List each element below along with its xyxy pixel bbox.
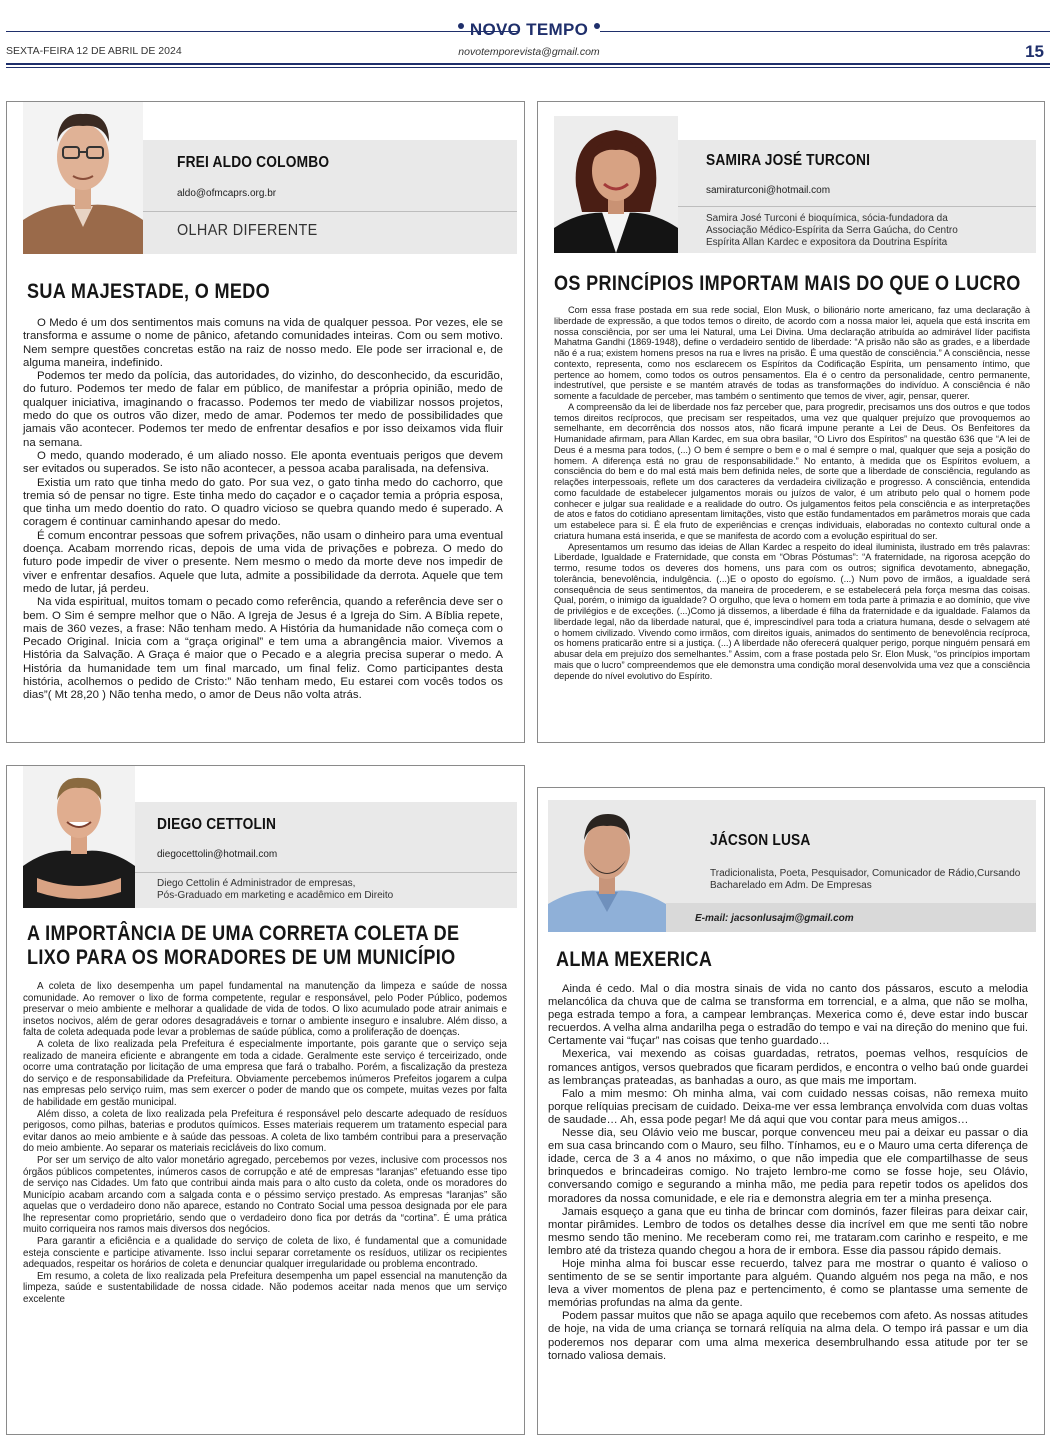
paragraph: Com essa frase postada em sua rede social, Elon Musk, o bilionário norte americano, faz uma declaração à liberdade de expressão, a que todos temos o direito, de acordo com a nossa maior lei, aquela que está inscrita em nossa consciência, por ser uma lei Natural, uma Lei Divina. Uma declaração atribuída ao admirável líder pacifista Mahatma Gandhi (1869-1948), define o verdadeiro sentido de liberdade: “A prisão não são as grades, e a liberdade não é a rua; existem homens presos na rua e livres na prisão. É uma questão de consciência.” A consciência, nesse contexto, representa, como nos esclarecem os Espíritos da Codificação Espírita, um pensamento íntimo, que pertence ao homem, como todos os outros pensamentos. Ela é o centro da personalidade, centro permanente, indestrutível, que persiste e se mantém através de todas as transformações do indivíduo. A consciência é não somente a faculdade de perceber, mas também o sentimento que temos de viver, agir, pensar, querer. — [554, 305, 1030, 401]
bio-line: Pós-Graduado em marketing e acadêmico em Direito — [157, 890, 394, 901]
author-email[interactable]: E-mail: jacsonlusajm@gmail.com — [695, 913, 854, 924]
masthead-bottom-rule — [6, 63, 1050, 65]
header-divider — [678, 206, 1036, 207]
author-photo-samira — [554, 116, 678, 253]
paragraph: Podemos ter medo da polícia, das autoridades, do vizinho, do desconhecido, da escuridão, do futuro. Podemos ter medo de falar em público, de manifestar a própria opinião, medo de qualquer iniciativa, imaginando o fracasso. Podemos ter medo de viabilizar nossos projetos, medo do que os outros vão dizer, medo de amar. Podemos ter medo de possibilidades que jamais vão acontecer. Podemos ter medo de enfrentar desafios e por isso deixamos vida fluir na semana. — [23, 370, 503, 449]
author-photo-jacson — [548, 800, 666, 932]
paragraph: Ainda é cedo. Mal o dia mostra sinais de vida no canto dos pássaros, escuto a melodia melancólica da chuva que de calma se transforma em torrencial, e a alma, que não se molha, pega estrada tempo a fora, a campear lembranças. Mexerica como é, deve estar indo buscar recuerdos. A velha alma andarilha pega o estradão do tempo e vai na direção do menino que fui. Certamente vai “fuçar” nas coisas que tenho guardado… — [548, 983, 1028, 1048]
masthead-bottom-rule-thin — [6, 67, 1050, 68]
paragraph: Hoje minha alma foi buscar esse recuerdo, talvez para me mostrar o quanto é valioso o sentimento de se se sentir importante para alguém. Quando alguém nos pega na mão, e nos leva a viver momentos de plena paz e pertencimento, é como se plantasse uma semente de memórias profundas na alma da gente. — [548, 1257, 1028, 1310]
paragraph: É comum encontrar pessoas que sofrem privações, não usam o dinheiro para uma eventual doença. Acabam morrendo ricas, depois de uma vida de privações e pobreza. O medo do futuro pode impedir de viver o presente. Nem mesmo o medo da morte deve nos impedir de viver e enfrentar desafios. Aquele que luta, admite a possibilidade da derrota. Aquele que tem medo de lutar, já perdeu. — [23, 529, 503, 595]
author-bio — [157, 878, 497, 902]
article-headline: OS PRINCÍPIOS IMPORTAM MAIS DO QUE O LUCRO — [554, 272, 1021, 295]
paragraph: Jamais esqueço a gana que eu tinha de brincar com dominós, fazer fileiras para deixar cair, montar pirâmides. Lembro de todos os detalhes desse dia incrível em que me senti tão nobre mesmo sendo tão menino. Me receberam como rei, me trataram.com carinho e respeito, e me lembro até da tristeza quando chegou a hora de ir embora. Esse dia passou rápido demais. — [548, 1205, 1028, 1257]
author-email[interactable]: samiraturconi@hotmail.com — [706, 185, 831, 196]
paragraph: A coleta de lixo realizada pela Prefeitura é especialmente importante, pois garante que o serviço seja realizado de maneira eficiente e abrangente em toda a cidade. Geralmente este serviço é terceirizado, onde ocorre uma contratação por licitação de uma empresa que fará o trabalho. Porém, a fiscalização da presteza do serviço e de responsabilidade da Prefeitura. Obviamente percebemos inúmeros Prefeitos jogarem a culpa nas empresas pelo serviço ruim, mas sem exercer o poder de mando que os compete, muitas vezes por falta de habilidade em gestão municipal. — [23, 1038, 507, 1108]
article-body — [548, 983, 1028, 1363]
paragraph: Mexerica, vai mexendo as coisas guardadas, retratos, poemas velhos, resquícios de romances antigos, versos quebrados que ficaram perdidos, e encontra o velho baú onde guardei as lembranças prateadas, as banhadas a ouro, as que mais me importam. — [548, 1048, 1028, 1087]
article-headline: SUA MAJESTADE, O MEDO — [27, 280, 271, 303]
header-divider — [135, 872, 517, 873]
paragraph: Em resumo, a coleta de lixo realizada pela Prefeitura desempenha um papel essencial na manutenção da limpeza, saúde e sustentabilidade de nossa cidade. Não podemos aceitar nada menos que um serviço excelente — [23, 1270, 507, 1306]
author-email[interactable]: diegocettolin@hotmail.com — [157, 849, 278, 860]
bio-line: Tradicionalista, Poeta, Pesquisador, Comunicador de Rádio,Cursando — [710, 868, 1021, 879]
author-bio — [710, 868, 1030, 892]
column-name: OLHAR DIFERENTE — [177, 222, 318, 239]
author-name: JÁCSON LUSA — [710, 832, 811, 849]
article-body — [23, 317, 503, 703]
paragraph: Na vida espiritual, muitos tomam o pecado como referência, quando a referência deve ser o bem. O Sim é sempre melhor que o Não. A Igreja de Jesus é a Igreja do Sim. A Bíblia repete, mais de 360 vezes, a frase: Não tenham medo. A História da humanidade não começa com o Pecado Original. Inicia com a “graça original” e tem uma a abrangência maior. Vivemos a História da Salvação. A Graça é maior que o Pecado e a alegria precisa superar o medo. A História da humanidade tem um final marcado, um final feliz. Como participantes desta história, acolhemos o pedido de Cristo:” Não tenham medo, Eu estarei com vocês todos os dias”( Mt 28,20 ) Não tenha medo, o amor de Deus não volta atrás. — [23, 596, 503, 702]
page-number: 15 — [1025, 42, 1044, 61]
column-samira — [537, 101, 1045, 743]
paragraph: Além disso, a coleta de lixo realizada pela Prefeitura é responsável pelo descarte adequado de resíduos perigosos, como pilhas, baterias e produtos químicos. Esses materiais requerem um tratamento especial para evitar danos ao meio ambiente e à saúde das pessoas. A coleta de lixo também contribui para a preservação do meio ambiente. Ao separar os materiais recicláveis do lixo comum. — [23, 1108, 507, 1155]
newspaper-title: NOVO TEMPO — [469, 20, 589, 39]
column-frei-aldo — [6, 101, 525, 743]
paragraph: Para garantir a eficiência e a qualidade do serviço de coleta de lixo, é fundamental que a comunidade esteja consciente e participe ativamente. Isso inclui separar corretamente os resíduos, utilizar os recipientes adequados, respeitar os horários de coleta e denunciar qualquer irregularidade ou problema encontrado. — [23, 1236, 507, 1271]
headline-line: A IMPORTÂNCIA DE UMA CORRETA COLETA DE — [27, 922, 460, 945]
paragraph: O Medo é um dos sentimentos mais comuns na vida de qualquer pessoa. Por vezes, ele se transforma e assume o nome de pânico, afetando comunidades inteiras. Com ou sem motivo. Nem sempre questões concretas estão na raiz de nosso medo. Ele pode ser irracional e, de alguma maneira, indefinido. — [23, 317, 503, 369]
author-name: SAMIRA JOSÉ TURCONI — [706, 152, 871, 169]
author-photo-aldo — [23, 102, 143, 254]
masthead — [0, 0, 1058, 70]
bio-line: Diego Cettolin é Administrador de empresas, — [157, 878, 356, 889]
paragraph: A coleta de lixo desempenha um papel fundamental na manutenção da limpeza e saúde de nossa comunidade. Ao remover o lixo de forma competente, regular e responsável, pelo Poder Público, podemos preservar o meio ambiente e melhorar a qualidade de vida de todos. O lixo acumulado pode atrair animais e insetos nocivos, além de gerar odores desagradáveis e tornar o ambiente inseguro e insalubre. Além disso, a falta de coleta adequada pode levar a problemas de saúde pública, como a proliferação de doenças. — [23, 981, 507, 1039]
column-jacson — [537, 787, 1045, 1435]
paragraph: Existia um rato que tinha medo do gato. Por sua vez, o gato tinha medo do cachorro, que tremia só de pensar no tigre. Este tinha medo do caçador e o caçador temia a própria esposa, que tinha um medo doentio do rato. O quadro vicioso se quebra quando medo é superado. A coragem é continuar caminhando apesar do medo. — [23, 476, 503, 529]
article-body — [23, 981, 507, 1306]
paragraph: Podem passar muitos que não se apaga aquilo que recebemos com afeto. As nossas atitudes de hoje, na vida de uma criança se tornará relíquia na alma dela. O tempo irá passar e um dia poderemos nos deparar com uma alma mexerica desembrulhando essa atitude por ter se tornado valiosa demais. — [548, 1310, 1028, 1362]
author-email[interactable]: aldo@ofmcaprs.org.br — [177, 188, 277, 199]
column-diego — [6, 765, 525, 1435]
article-body — [554, 305, 1030, 681]
author-name: FREI ALDO COLOMBO — [177, 154, 330, 171]
article-headline — [27, 922, 459, 970]
paragraph: Apresentamos um resumo das ideias de Allan Kardec a respeito do ideal iluminista, ilustrado em três palavras: Liberdade, Igualdade e Fraternidade, que consta em “Obras Póstumas”: “A fraternidade, na rigorosa acepção do termo, resume todos os deveres dos homens, uns para com os outros; significa devotamento, abnegação, tolerância, benevolência, indulgência. (...)E o oposto do egoísmo. (...) Num povo de irmãos, a igualdade será consequência de seus sentimentos, da maneira de procederem, e se estabelecerá pela força mesma das coisas. Qual, porém, o inimigo da igualdade? O orgulho, que leva o homem em toda parte à primazia e ao domínio, que vive de privilégios e de exceções. (...)Como já dissemos, a liberdade é filha da fraternidade e da igualdade. Falamos da liberdade legal, não da liberdade natural, que é, imprescindível para toda a criatura humana, desde o selvagem até o homem civilizado. Vivendo como irmãos, com direitos iguais, animados do sentimento de benevolência recíproca, os homens praticarão entre si a justiça. (...) A liberdade não oferecerá qualquer perigo, porque ninguém pensará em abusar dela em prejuízo dos semelhantes.” Assim, com a frase postada pelo Sr. Elon Musk, “os princípios importam mais que o lucro” compreendemos que ele demonstra uma condição moral desenvolvida uma vez que a consciência depende do nível evolutivo do Espírito. — [554, 541, 1030, 681]
newspaper-email[interactable]: novotemporevista@gmail.com — [458, 46, 600, 58]
author-bio: Samira José Turconi é bioquímica, sócia-fundadora da Associação Médico-Espírita da Serra Gaúcha, do Centro Espírita Allan Kardec e expositora da Doutrina Espírita — [706, 213, 958, 248]
paragraph: Falo a mim mesmo: Oh minha alma, vai com cuidado nessas coisas, não remexa muito porque relíquias precisam de cuidado. Deixa-me ver essa lembrança envolvida com duas voltas de saudade… Ah, essa pode pegar! Me dá aqui que vou contar para meus amigos… — [548, 1087, 1028, 1126]
bio-line: Bacharelado em Adm. De Empresas — [710, 880, 872, 891]
paragraph: Nesse dia, seu Olávio veio me buscar, porque convenceu meu pai a deixar eu passar o dia em sua casa brincando com o Mauro, seu filho. Tínhamos, eu e o Mauro uma certa diferença de idade, cerca de 3 a 4 anos no máximo, o que não impedia que ele compartilhasse de seus brinquedos e brincadeiras comigo. No trajeto lembro-me como se fosse hoje, seu Olávio, conversando comigo e segurando a minha mão, me pedia para repetir todos os apelidos dos moradores da nossa comunidade, e ele ria e demonstra alegria em ter a minha presença. — [548, 1127, 1028, 1205]
paragraph: A compreensão da lei de liberdade nos faz perceber que, para progredir, precisamos uns dos outros e que todos temos direitos recíprocos, que precisam ser respeitados, uma vez que qualquer prejuízo que provoquemos ao semelhante, em decorrência dos nossos atos, não ficará impune perante a Lei de Deus. Os Benfeitores da Humanidade afirmam, para Allan Kardec, em sua obra basilar, “O Livro dos Espíritos” na questão 636 que “A lei de Deus é a mesma para todos, (...) O bem é sempre o bem e o mal é sempre o mal, qualquer que seja a posição do homem. A diferença está no grau de responsabilidade.” No entanto, à medida que os Espíritos evoluem, a consciência do bem e do mal está mais bem definida neles, de sorte que a liberdade de consciência, regulando as relações interpessoais, reflete um dos caracteres da verdadeira civilização e progresso. A consciência, entendida como faculdade de estabelecer julgamentos morais ou juízos de valor, é um atributo pelo qual o homem pode conhecer e julgar sua realidade e a realidade do outro. Os julgamentos feitos pela consciência e as interpretações de atos e fatos do cotidiano apresentam limitações, visto que estão fundamentados em parâmetros morais que cada um estabelece para si. É ela fruto de experiências e crenças individuais, elaboradas no contexto cultural onde a criatura humana está inserida, e que se manifesta de acordo com a evolução espiritual do ser. — [554, 401, 1030, 541]
header-divider — [143, 211, 517, 212]
article-headline: ALMA MEXERICA — [556, 948, 713, 971]
paragraph: O medo, quando moderado, é um aliado nosso. Ele aponta eventuais perigos que devem ser evitados ou superados. Se isto não acontecer, a pessoa acaba paralisada, na defensiva. — [23, 449, 503, 476]
issue-date: SEXTA-FEIRA 12 DE ABRIL DE 2024 — [6, 45, 182, 57]
author-photo-diego — [23, 766, 135, 908]
headline-line: LIXO PARA OS MORADORES DE UM MUNICÍPIO — [27, 946, 456, 969]
author-name: DIEGO CETTOLIN — [157, 816, 277, 833]
paragraph: Por ser um serviço de alto valor monetário agregado, percebemos por vezes, inclusive com processos nos órgãos públicos competentes, inúmeros casos de corrupção e até de empresas “laranjas” efetuando esse tipo de serviço nas Cidades. Um fato que contribui ainda mais para o alto custo da coleta, onde os moradores do Município acabam arcando com a salgada conta e o péssimo serviço prestado. As empresas “laranjas” são aquelas que o verdadeiro dono não aparece, estando no Contrato Social uma pessoa designada por ele para lhe representar como proprietário, sendo que o verdadeiro dono fica por detrás da “cortina”. É uma prática muito corriqueira nos ramos mais diversos dos negócios. — [23, 1154, 507, 1236]
